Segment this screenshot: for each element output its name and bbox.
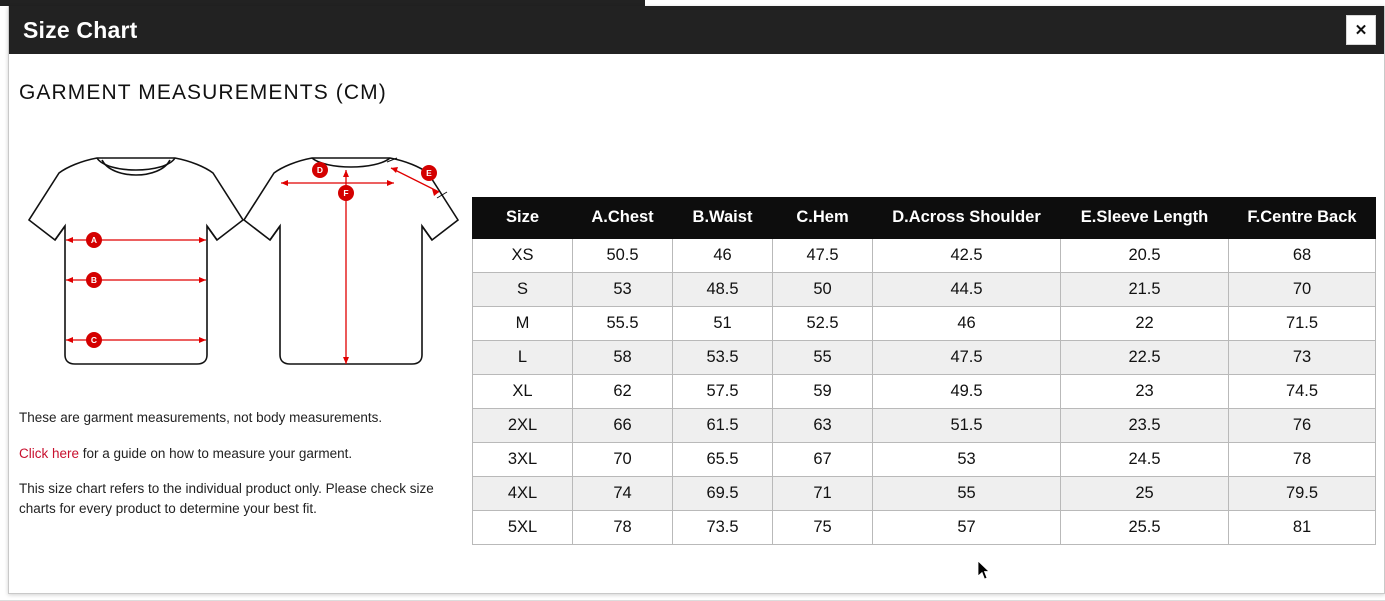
cell-chest: 53 xyxy=(573,272,673,306)
cell-chest: 70 xyxy=(573,442,673,476)
column-header-centre-back: F.Centre Back xyxy=(1229,198,1376,239)
cell-size: 3XL xyxy=(473,442,573,476)
cell-sleeve-length: 25.5 xyxy=(1061,510,1229,544)
table-row xyxy=(473,272,1376,306)
marker-a: A xyxy=(90,235,98,245)
table-row xyxy=(473,510,1376,544)
cell-centre-back: 70 xyxy=(1229,272,1376,306)
cell-hem: 47.5 xyxy=(773,238,873,272)
cell-centre-back: 74.5 xyxy=(1229,374,1376,408)
marker-d: D xyxy=(316,165,324,175)
cell-waist: 48.5 xyxy=(673,272,773,306)
table-row xyxy=(473,374,1376,408)
cell-size: 2XL xyxy=(473,408,573,442)
cell-size: XS xyxy=(473,238,573,272)
cell-size: 4XL xyxy=(473,476,573,510)
column-header-sleeve-length: E.Sleeve Length xyxy=(1061,198,1229,239)
cell-size: M xyxy=(473,306,573,340)
cell-across-shoulder: 49.5 xyxy=(873,374,1061,408)
note-measure-guide xyxy=(19,444,449,464)
cell-across-shoulder: 51.5 xyxy=(873,408,1061,442)
cell-across-shoulder: 46 xyxy=(873,306,1061,340)
cell-sleeve-length: 23.5 xyxy=(1061,408,1229,442)
cell-waist: 73.5 xyxy=(673,510,773,544)
modal-body xyxy=(9,54,1384,593)
cell-across-shoulder: 57 xyxy=(873,510,1061,544)
column-header-across-shoulder: D.Across Shoulder xyxy=(873,198,1061,239)
table-row xyxy=(473,340,1376,374)
close-icon[interactable]: ✕ xyxy=(1346,15,1376,45)
cell-hem: 63 xyxy=(773,408,873,442)
cell-chest: 58 xyxy=(573,340,673,374)
table-row xyxy=(473,442,1376,476)
cell-chest: 62 xyxy=(573,374,673,408)
cell-sleeve-length: 23 xyxy=(1061,374,1229,408)
cell-centre-back: 73 xyxy=(1229,340,1376,374)
cell-chest: 74 xyxy=(573,476,673,510)
cell-hem: 75 xyxy=(773,510,873,544)
cell-sleeve-length: 25 xyxy=(1061,476,1229,510)
measure-guide-link[interactable]: Click here xyxy=(19,445,80,461)
cell-sleeve-length: 21.5 xyxy=(1061,272,1229,306)
marker-f: F xyxy=(343,188,349,198)
cell-hem: 59 xyxy=(773,374,873,408)
table-row xyxy=(473,476,1376,510)
cell-centre-back: 79.5 xyxy=(1229,476,1376,510)
garment-diagram xyxy=(19,140,459,400)
cell-centre-back: 81 xyxy=(1229,510,1376,544)
table-header-row xyxy=(473,198,1376,239)
marker-c: C xyxy=(90,335,98,345)
size-chart-modal xyxy=(8,6,1385,594)
cell-chest: 78 xyxy=(573,510,673,544)
column-header-size: Size xyxy=(473,198,573,239)
notes-block xyxy=(19,408,449,518)
cell-across-shoulder: 44.5 xyxy=(873,272,1061,306)
cell-waist: 61.5 xyxy=(673,408,773,442)
column-header-waist: B.Waist xyxy=(673,198,773,239)
left-column xyxy=(19,140,459,534)
marker-b: B xyxy=(90,275,98,285)
cell-hem: 71 xyxy=(773,476,873,510)
page-title: GARMENT MEASUREMENTS (CM) xyxy=(19,81,387,104)
column-header-chest: A.Chest xyxy=(573,198,673,239)
table-row xyxy=(473,306,1376,340)
note-garment-measurements: These are garment measurements, not body measurements. xyxy=(19,410,383,425)
cell-sleeve-length: 22.5 xyxy=(1061,340,1229,374)
note-product-specific: This size chart refers to the individual product only. Please check size charts for every product to determine your best fit. xyxy=(19,481,434,516)
cell-centre-back: 76 xyxy=(1229,408,1376,442)
cell-waist: 65.5 xyxy=(673,442,773,476)
cell-waist: 69.5 xyxy=(673,476,773,510)
cell-centre-back: 68 xyxy=(1229,238,1376,272)
cell-waist: 53.5 xyxy=(673,340,773,374)
cell-size: XL xyxy=(473,374,573,408)
cell-centre-back: 71.5 xyxy=(1229,306,1376,340)
cell-chest: 55.5 xyxy=(573,306,673,340)
cell-chest: 50.5 xyxy=(573,238,673,272)
cell-waist: 46 xyxy=(673,238,773,272)
cell-across-shoulder: 53 xyxy=(873,442,1061,476)
cell-sleeve-length: 24.5 xyxy=(1061,442,1229,476)
cell-size: L xyxy=(473,340,573,374)
table-row xyxy=(473,408,1376,442)
cell-sleeve-length: 20.5 xyxy=(1061,238,1229,272)
cell-centre-back: 78 xyxy=(1229,442,1376,476)
cell-across-shoulder: 55 xyxy=(873,476,1061,510)
cell-hem: 67 xyxy=(773,442,873,476)
cell-size: 5XL xyxy=(473,510,573,544)
cell-hem: 50 xyxy=(773,272,873,306)
cell-chest: 66 xyxy=(573,408,673,442)
table-row xyxy=(473,238,1376,272)
cell-across-shoulder: 42.5 xyxy=(873,238,1061,272)
cell-hem: 55 xyxy=(773,340,873,374)
measure-guide-text: for a guide on how to measure your garment. xyxy=(79,445,353,461)
cell-sleeve-length: 22 xyxy=(1061,306,1229,340)
marker-e: E xyxy=(426,168,432,178)
size-chart-table xyxy=(472,197,1376,545)
column-header-hem: C.Hem xyxy=(773,198,873,239)
modal-titlebar xyxy=(9,6,1384,54)
cell-waist: 51 xyxy=(673,306,773,340)
modal-title: Size Chart xyxy=(23,16,138,43)
cell-across-shoulder: 47.5 xyxy=(873,340,1061,374)
cell-hem: 52.5 xyxy=(773,306,873,340)
size-table-wrapper xyxy=(472,197,1375,545)
cell-waist: 57.5 xyxy=(673,374,773,408)
cell-size: S xyxy=(473,272,573,306)
